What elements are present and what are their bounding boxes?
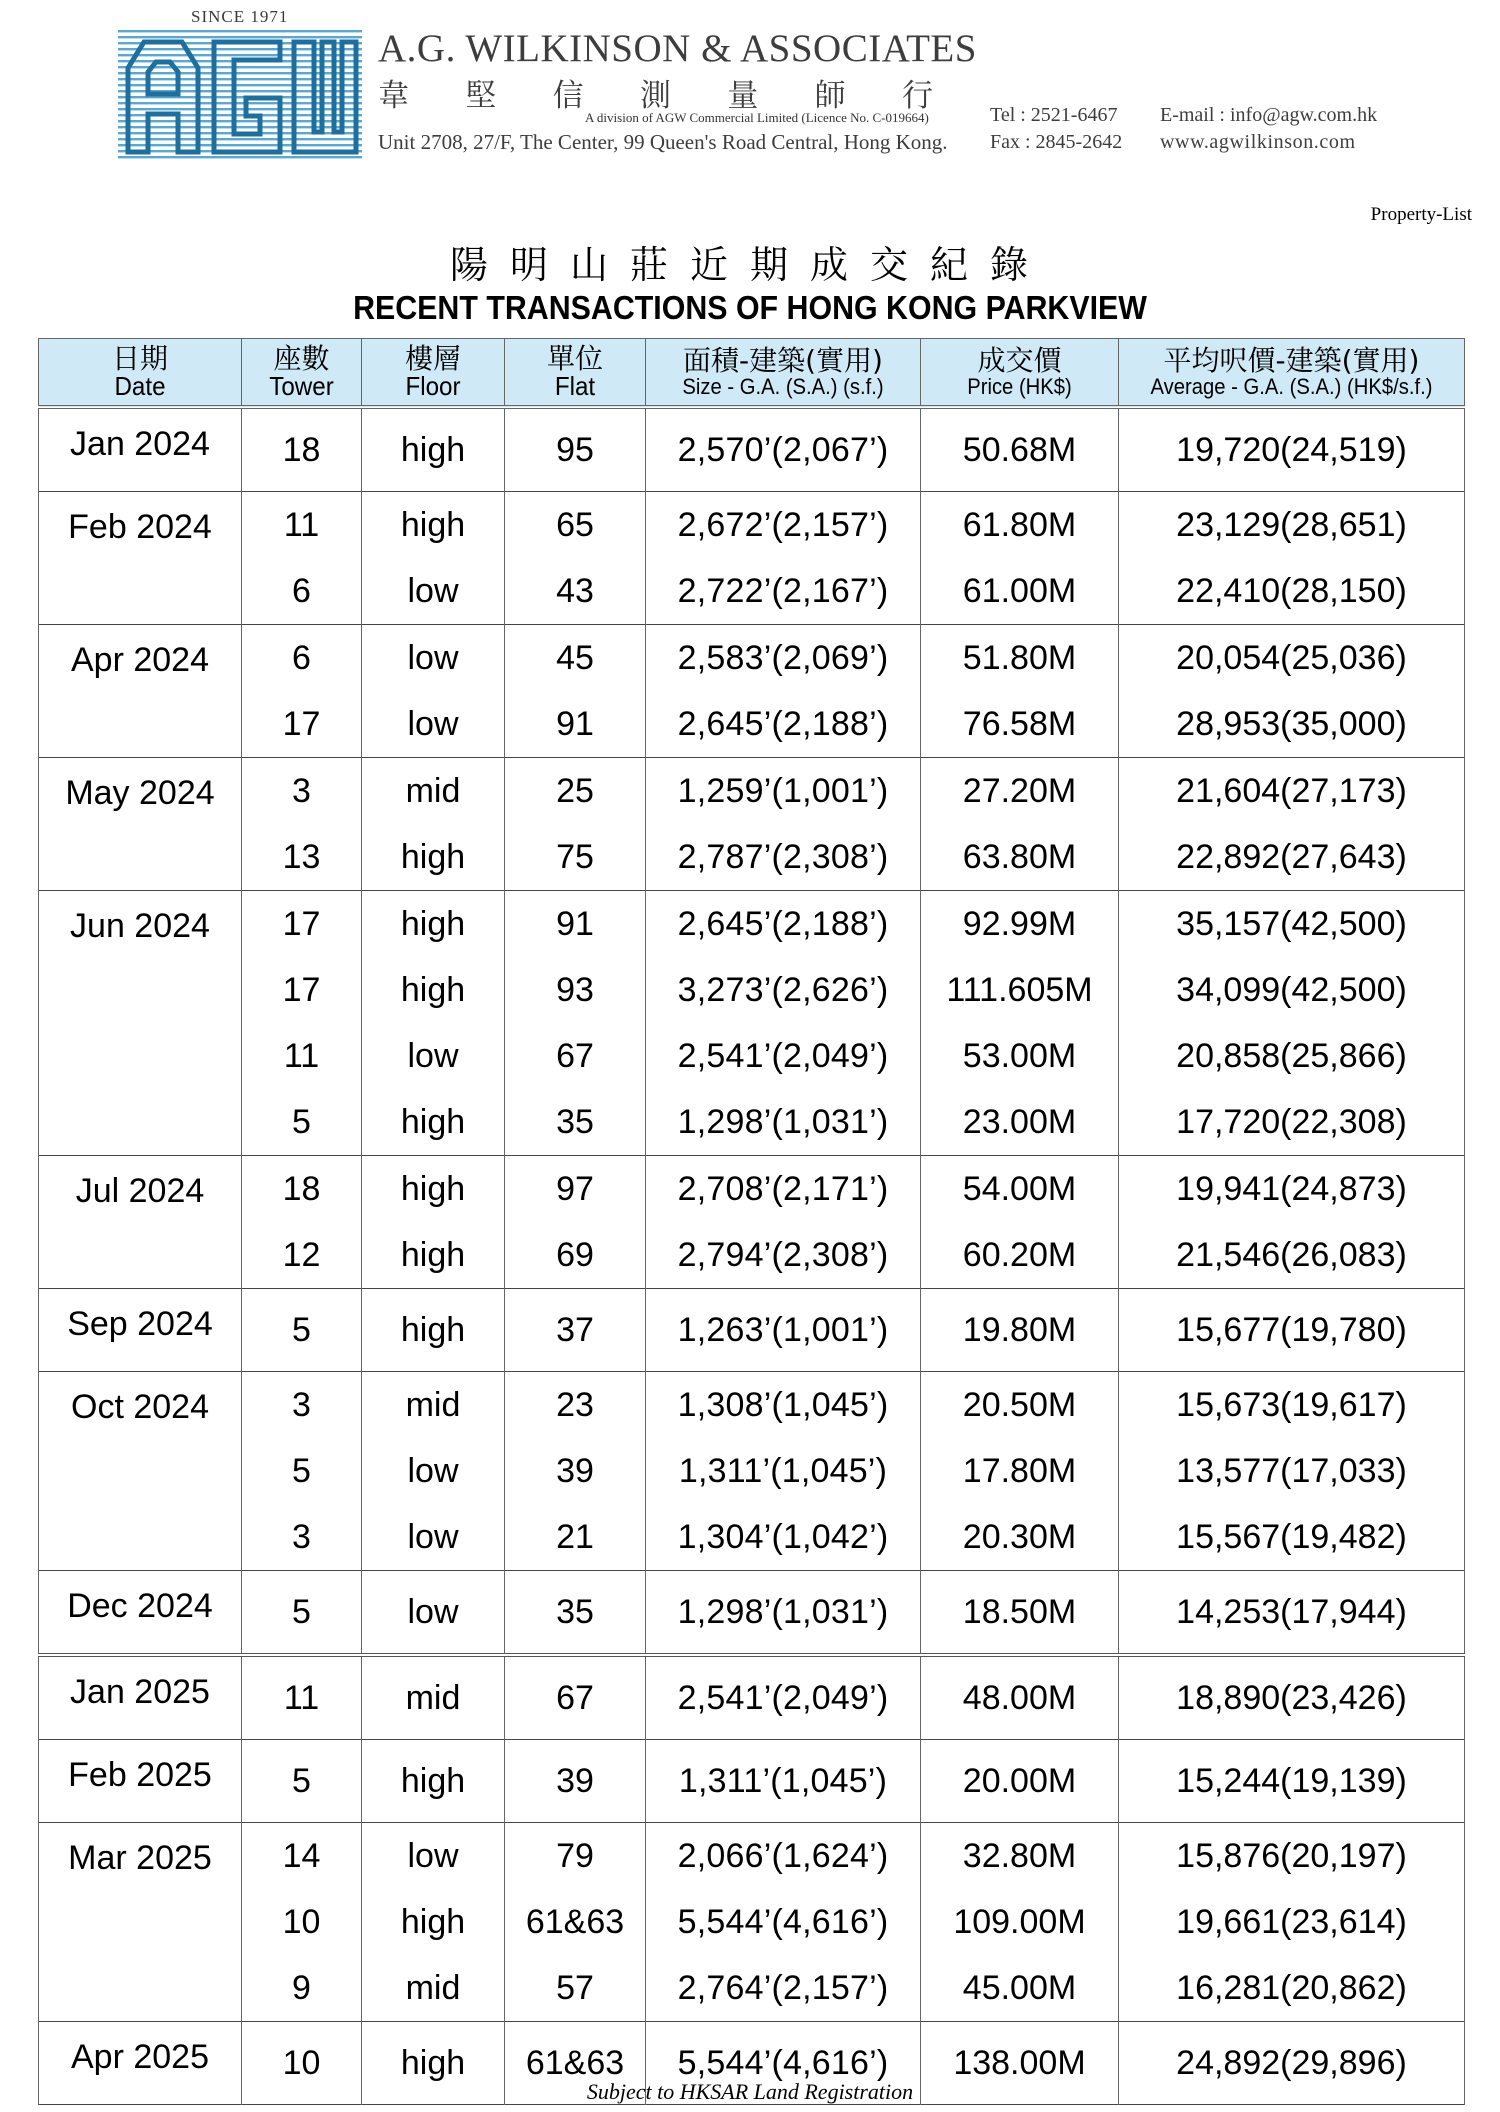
floor-cell: high — [362, 957, 505, 1023]
price-cell: 20.50M — [921, 1372, 1119, 1439]
price-cell: 20.00M — [921, 1740, 1119, 1823]
month-group — [39, 1655, 1465, 1740]
tower-cell: 9 — [242, 1955, 362, 2022]
flat-cell: 65 — [505, 492, 646, 559]
date-cell: Jan 2025 — [39, 1655, 242, 1740]
table-row — [39, 1023, 1465, 1089]
date-cell: Jul 2024 — [39, 1156, 242, 1289]
price-cell: 32.80M — [921, 1823, 1119, 1890]
size-cell: 5,544’(4,616’) — [646, 1889, 921, 1955]
logo-stripe — [118, 126, 362, 128]
table-row — [39, 1438, 1465, 1504]
flat-cell: 57 — [505, 1955, 646, 2022]
size-cell: 1,304’(1,042’) — [646, 1504, 921, 1571]
logo-stripe — [118, 84, 362, 86]
size-cell: 2,541’(2,049’) — [646, 1655, 921, 1740]
floor-cell: low — [362, 1023, 505, 1089]
table-row — [39, 492, 1465, 559]
company-chinese-char: 堅 — [465, 78, 497, 114]
flat-cell: 93 — [505, 957, 646, 1023]
price-cell: 48.00M — [921, 1655, 1119, 1740]
title-english: RECENT TRANSACTIONS OF HONG KONG PARKVIEW — [353, 289, 1147, 326]
average-cell: 19,661(23,614) — [1119, 1889, 1465, 1955]
size-cell: 1,263’(1,001’) — [646, 1289, 921, 1372]
average-cell: 15,876(20,197) — [1119, 1823, 1465, 1890]
tower-cell: 10 — [242, 2022, 362, 2105]
size-cell: 2,570’(2,067’) — [646, 407, 921, 492]
logo-stripe — [118, 78, 362, 80]
average-cell: 16,281(20,862) — [1119, 1955, 1465, 2022]
price-cell: 109.00M — [921, 1889, 1119, 1955]
column-header-en: Average - G.A. (S.A.) (HK$/s.f.) — [1150, 374, 1433, 400]
table-row — [39, 1823, 1465, 1890]
date-cell: Feb 2025 — [39, 1740, 242, 1823]
tower-cell: 5 — [242, 1740, 362, 1823]
logo-stripe — [118, 120, 362, 122]
floor-cell: low — [362, 1504, 505, 1571]
price-cell: 54.00M — [921, 1156, 1119, 1223]
floor-cell: low — [362, 691, 505, 758]
average-cell: 15,244(19,139) — [1119, 1740, 1465, 1823]
column-header-en: Flat — [554, 371, 596, 402]
average-cell: 19,941(24,873) — [1119, 1156, 1465, 1223]
price-cell: 61.80M — [921, 492, 1119, 559]
date-cell: Mar 2025 — [39, 1823, 242, 2022]
date-cell: Oct 2024 — [39, 1372, 242, 1571]
table-row — [39, 1889, 1465, 1955]
average-cell: 15,673(19,617) — [1119, 1372, 1465, 1439]
average-cell: 23,129(28,651) — [1119, 492, 1465, 559]
date-cell: May 2024 — [39, 758, 242, 891]
flat-cell: 45 — [505, 625, 646, 692]
price-cell: 51.80M — [921, 625, 1119, 692]
flat-cell: 35 — [505, 1571, 646, 1656]
floor-cell: mid — [362, 1372, 505, 1439]
size-cell: 2,764’(2,157’) — [646, 1955, 921, 2022]
flat-cell: 67 — [505, 1655, 646, 1740]
average-cell: 19,720(24,519) — [1119, 407, 1465, 492]
logo-stripe — [118, 54, 362, 56]
document-tag: Property-List — [1370, 204, 1472, 225]
size-cell: 2,645’(2,188’) — [646, 691, 921, 758]
column-header-en: Date — [114, 371, 166, 402]
month-group — [39, 1823, 1465, 2022]
flat-cell: 69 — [505, 1222, 646, 1289]
column-header-zh: 樓層 — [404, 341, 461, 375]
table-row — [39, 1571, 1465, 1656]
floor-cell: low — [362, 1571, 505, 1656]
tower-cell: 18 — [242, 407, 362, 492]
flat-cell: 91 — [505, 691, 646, 758]
month-group — [39, 758, 1465, 891]
column-header-zh: 成交價 — [977, 343, 1062, 377]
floor-cell: high — [362, 492, 505, 559]
title-chinese: 陽明山莊近期成交紀錄 — [449, 243, 1050, 287]
flat-cell: 23 — [505, 1372, 646, 1439]
price-cell: 60.20M — [921, 1222, 1119, 1289]
month-group — [39, 1571, 1465, 1656]
telephone: Tel : 2521-6467 — [990, 104, 1118, 126]
size-cell: 2,583’(2,069’) — [646, 625, 921, 692]
table-row — [39, 1655, 1465, 1740]
flat-cell: 39 — [505, 1438, 646, 1504]
average-cell: 13,577(17,033) — [1119, 1438, 1465, 1504]
company-address: Unit 2708, 27/F, The Center, 99 Queen's Road Central, Hong Kong. — [378, 130, 948, 154]
table-row — [39, 1289, 1465, 1372]
price-cell: 50.68M — [921, 407, 1119, 492]
tower-cell: 5 — [242, 1571, 362, 1656]
column-header-zh: 單位 — [546, 341, 603, 375]
size-cell: 1,298’(1,031’) — [646, 1089, 921, 1156]
size-cell: 2,541’(2,049’) — [646, 1023, 921, 1089]
logo-stripe — [118, 144, 362, 146]
size-cell: 1,311’(1,045’) — [646, 1438, 921, 1504]
table-row — [39, 625, 1465, 692]
company-name: A.G. WILKINSON & ASSOCIATES — [378, 27, 977, 70]
logo-stripe — [118, 30, 362, 32]
floor-cell: high — [362, 891, 505, 958]
date-cell: Dec 2024 — [39, 1571, 242, 1656]
date-cell: Sep 2024 — [39, 1289, 242, 1372]
tower-cell: 3 — [242, 758, 362, 825]
table-row — [39, 758, 1465, 825]
company-chinese-name — [378, 70, 933, 115]
size-cell: 2,722’(2,167’) — [646, 558, 921, 625]
column-header-zh: 面積-建築(實用) — [683, 343, 883, 377]
column-header-en: Price (HK$) — [967, 374, 1072, 400]
table-row — [39, 1740, 1465, 1823]
table-row — [39, 891, 1465, 958]
price-cell: 138.00M — [921, 2022, 1119, 2105]
average-cell: 22,410(28,150) — [1119, 558, 1465, 625]
month-group — [39, 492, 1465, 625]
flat-cell: 25 — [505, 758, 646, 825]
column-header-zh: 平均呎價-建築(實用) — [1163, 343, 1420, 377]
logo-stripe — [118, 156, 362, 158]
average-cell: 18,890(23,426) — [1119, 1655, 1465, 1740]
size-cell: 5,544’(4,616’) — [646, 2022, 921, 2105]
flat-cell: 95 — [505, 407, 646, 492]
month-group — [39, 625, 1465, 758]
average-cell: 34,099(42,500) — [1119, 957, 1465, 1023]
price-cell: 45.00M — [921, 1955, 1119, 2022]
month-group — [39, 407, 1465, 492]
date-cell: Jun 2024 — [39, 891, 242, 1156]
month-group — [39, 1156, 1465, 1289]
tower-cell: 11 — [242, 1655, 362, 1740]
floor-cell: high — [362, 824, 505, 891]
agw-logo — [118, 28, 362, 160]
header-row — [39, 339, 1465, 408]
floor-cell: high — [362, 1889, 505, 1955]
average-cell: 20,054(25,036) — [1119, 625, 1465, 692]
size-cell: 1,298’(1,031’) — [646, 1571, 921, 1656]
column-header-date — [39, 339, 242, 408]
size-cell: 2,645’(2,188’) — [646, 891, 921, 958]
column-header-floor — [362, 339, 505, 408]
column-header-price — [921, 339, 1119, 408]
column-header-flat — [505, 339, 646, 408]
average-cell: 28,953(35,000) — [1119, 691, 1465, 758]
flat-cell: 21 — [505, 1504, 646, 1571]
month-group — [39, 1372, 1465, 1571]
column-header-size — [646, 339, 921, 408]
price-cell: 18.50M — [921, 1571, 1119, 1656]
tower-cell: 11 — [242, 492, 362, 559]
tower-cell: 18 — [242, 1156, 362, 1223]
floor-cell: mid — [362, 758, 505, 825]
flat-cell: 79 — [505, 1823, 646, 1890]
average-cell: 20,858(25,866) — [1119, 1023, 1465, 1089]
flat-cell: 61&63 — [505, 1889, 646, 1955]
floor-cell: low — [362, 558, 505, 625]
tower-cell: 5 — [242, 1289, 362, 1372]
table-row — [39, 824, 1465, 891]
average-cell: 15,677(19,780) — [1119, 1289, 1465, 1372]
price-cell: 19.80M — [921, 1289, 1119, 1372]
fax: Fax : 2845-2642 — [990, 131, 1123, 153]
month-group — [39, 1289, 1465, 1372]
division-note: A division of AGW Commercial Limited (Licence No. C-019664) — [585, 110, 929, 125]
tower-cell: 5 — [242, 1438, 362, 1504]
average-cell: 21,546(26,083) — [1119, 1222, 1465, 1289]
date-cell: Apr 2025 — [39, 2022, 242, 2105]
floor-cell: high — [362, 1289, 505, 1372]
price-cell: 27.20M — [921, 758, 1119, 825]
company-chinese-char: 韋 — [378, 78, 409, 114]
logo-stripe — [118, 108, 362, 110]
flat-cell: 97 — [505, 1156, 646, 1223]
logo-stripe — [118, 138, 362, 140]
month-group — [39, 891, 1465, 1156]
tower-cell: 6 — [242, 625, 362, 692]
table-header — [39, 339, 1465, 408]
price-cell: 92.99M — [921, 891, 1119, 958]
floor-cell: low — [362, 1438, 505, 1504]
column-header-average — [1119, 339, 1465, 408]
average-cell: 24,892(29,896) — [1119, 2022, 1465, 2105]
column-header-zh: 座數 — [273, 341, 330, 375]
table-row — [39, 558, 1465, 625]
size-cell: 1,311’(1,045’) — [646, 1740, 921, 1823]
floor-cell: low — [362, 1823, 505, 1890]
column-header-tower — [242, 339, 362, 408]
since-label: SINCE 1971 — [191, 7, 289, 26]
date-cell: Feb 2024 — [39, 492, 242, 625]
company-chinese-char: 量 — [727, 78, 759, 114]
floor-cell: low — [362, 625, 505, 692]
size-cell: 2,794’(2,308’) — [646, 1222, 921, 1289]
size-cell: 2,672’(2,157’) — [646, 492, 921, 559]
average-cell: 21,604(27,173) — [1119, 758, 1465, 825]
logo-stripe — [118, 72, 362, 74]
transactions-table-container — [38, 338, 1464, 2105]
average-cell: 22,892(27,643) — [1119, 824, 1465, 891]
company-chinese-char: 信 — [552, 78, 584, 114]
tower-cell: 17 — [242, 691, 362, 758]
price-cell: 20.30M — [921, 1504, 1119, 1571]
logo-stripe — [118, 102, 362, 104]
price-cell: 53.00M — [921, 1023, 1119, 1089]
date-cell: Apr 2024 — [39, 625, 242, 758]
flat-cell: 43 — [505, 558, 646, 625]
size-cell: 1,259’(1,001’) — [646, 758, 921, 825]
table-row — [39, 1372, 1465, 1439]
table-row — [39, 1222, 1465, 1289]
floor-cell: high — [362, 1222, 505, 1289]
floor-cell: high — [362, 1740, 505, 1823]
flat-cell: 91 — [505, 891, 646, 958]
floor-cell: mid — [362, 1955, 505, 2022]
size-cell: 1,308’(1,045’) — [646, 1372, 921, 1439]
tower-cell: 6 — [242, 558, 362, 625]
floor-cell: high — [362, 407, 505, 492]
table-row — [39, 407, 1465, 492]
table-row — [39, 1089, 1465, 1156]
table-row — [39, 691, 1465, 758]
tower-cell: 17 — [242, 957, 362, 1023]
company-chinese-char: 師 — [814, 78, 846, 114]
table-row — [39, 1955, 1465, 2022]
tower-cell: 14 — [242, 1823, 362, 1890]
size-cell: 2,708’(2,171’) — [646, 1156, 921, 1223]
floor-cell: mid — [362, 1655, 505, 1740]
footer-note: Subject to HKSAR Land Registration — [586, 2079, 914, 2104]
date-cell: Jan 2024 — [39, 407, 242, 492]
size-cell: 2,787’(2,308’) — [646, 824, 921, 891]
company-chinese-char: 測 — [639, 78, 671, 114]
tower-cell: 10 — [242, 1889, 362, 1955]
email-link[interactable]: E-mail : info@agw.com.hk — [1160, 104, 1378, 126]
month-group — [39, 1740, 1465, 1823]
price-cell: 17.80M — [921, 1438, 1119, 1504]
column-header-en: Tower — [269, 371, 334, 402]
size-cell: 3,273’(2,626’) — [646, 957, 921, 1023]
flat-cell: 37 — [505, 1289, 646, 1372]
website-link[interactable]: www.agwilkinson.com — [1160, 131, 1356, 153]
company-chinese-char: 行 — [901, 78, 933, 114]
column-header-en: Floor — [405, 371, 461, 402]
tower-cell: 11 — [242, 1023, 362, 1089]
column-header-zh: 日期 — [111, 341, 168, 375]
price-cell: 61.00M — [921, 558, 1119, 625]
flat-cell: 39 — [505, 1740, 646, 1823]
price-cell: 111.605M — [921, 957, 1119, 1023]
average-cell: 15,567(19,482) — [1119, 1504, 1465, 1571]
average-cell: 14,253(17,944) — [1119, 1571, 1465, 1656]
transactions-table — [38, 338, 1465, 2105]
tower-cell: 3 — [242, 1372, 362, 1439]
letterhead — [0, 0, 1500, 175]
table-row — [39, 1156, 1465, 1223]
tower-cell: 12 — [242, 1222, 362, 1289]
average-cell: 17,720(22,308) — [1119, 1089, 1465, 1156]
price-cell: 63.80M — [921, 824, 1119, 891]
floor-cell: high — [362, 1089, 505, 1156]
price-cell: 23.00M — [921, 1089, 1119, 1156]
flat-cell: 35 — [505, 1089, 646, 1156]
column-header-en: Size - G.A. (S.A.) (s.f.) — [682, 374, 884, 400]
flat-cell: 67 — [505, 1023, 646, 1089]
logo-stripe — [118, 48, 362, 50]
table-row — [39, 957, 1465, 1023]
tower-cell: 5 — [242, 1089, 362, 1156]
tower-cell: 13 — [242, 824, 362, 891]
tower-cell: 3 — [242, 1504, 362, 1571]
flat-cell: 75 — [505, 824, 646, 891]
tower-cell: 17 — [242, 891, 362, 958]
floor-cell: high — [362, 2022, 505, 2105]
average-cell: 35,157(42,500) — [1119, 891, 1465, 958]
table-row — [39, 1504, 1465, 1571]
floor-cell: high — [362, 1156, 505, 1223]
flat-cell: 61&63 — [505, 2022, 646, 2105]
price-cell: 76.58M — [921, 691, 1119, 758]
logo-stripe — [118, 36, 362, 38]
size-cell: 2,066’(1,624’) — [646, 1823, 921, 1890]
